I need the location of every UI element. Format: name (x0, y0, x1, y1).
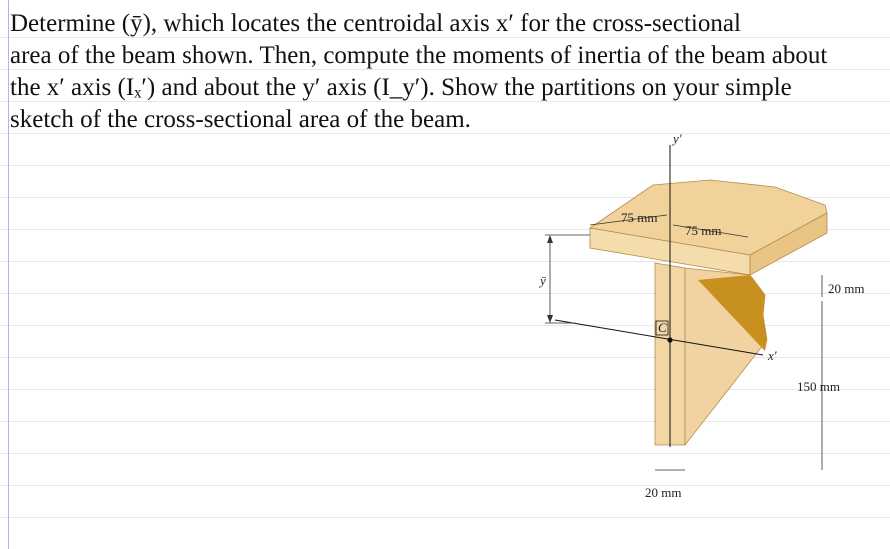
web-thickness-dim-label: 20 mm (645, 485, 682, 500)
t-beam-drawing (535, 125, 890, 515)
problem-statement (10, 8, 885, 136)
centroid-point (667, 337, 672, 342)
right-flange-dim-label: 75 mm (685, 223, 722, 238)
y-axis-label: y′ (673, 131, 682, 146)
problem-line-3: the x′ axis (Iₓ′) and about the y′ axis (I_y′). Show the partitions on your simple (10, 74, 792, 101)
ybar-arrow-top (547, 235, 553, 243)
ybar-arrow-bottom (547, 315, 553, 323)
x-axis-label: x′ (768, 348, 777, 363)
left-flange-dim-label: 75 mm (621, 210, 658, 225)
ybar-label: ȳ (540, 273, 546, 288)
beam-figure (535, 125, 890, 515)
problem-line-1: Determine (ȳ), which locates the centroidal axis x′ for the cross-sectional (10, 10, 741, 37)
problem-line-2: area of the beam shown. Then, compute the moments of inertia of the beam about (10, 42, 828, 69)
flange-thickness-dim-label: 20 mm (828, 281, 865, 296)
web-height-dim-label: 150 mm (797, 379, 840, 394)
margin-line (8, 0, 9, 549)
centroid-label: C (658, 320, 667, 335)
problem-line-4: sketch of the cross-sectional area of the beam. (10, 106, 471, 133)
